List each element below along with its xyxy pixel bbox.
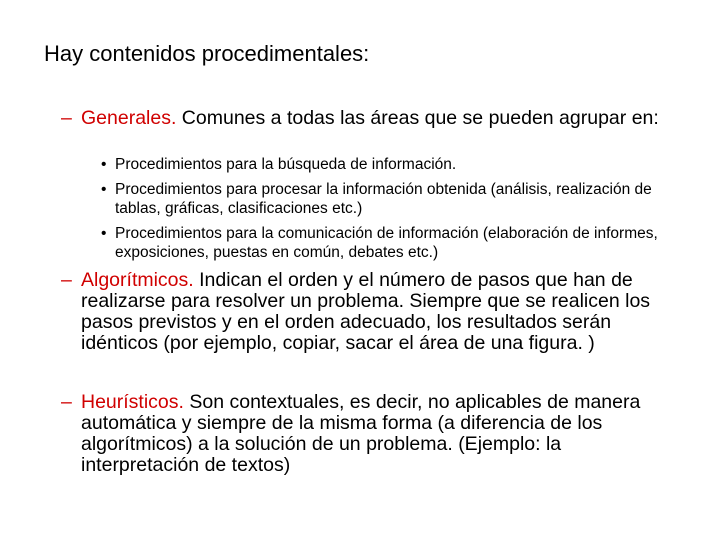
bullet-marker: • bbox=[101, 181, 107, 198]
item-text: Son contextuales, es decir, no aplicables de manera automática y siempre de la misma forma (a diferencia de los algorítmicos) a la solución de un problema. (Ejemplo: la interpretación de textos) bbox=[81, 391, 641, 476]
sub-list-item bbox=[101, 225, 680, 262]
list-item-heuristicos bbox=[61, 391, 681, 476]
sub-item-text: Procedimientos para la búsqueda de información. bbox=[115, 156, 457, 173]
item-heading: Generales. bbox=[81, 107, 177, 129]
dash-marker: – bbox=[61, 107, 72, 129]
sub-item-text: Procedimientos para procesar la información obtenida (análisis, realización de tablas, gráficas, clasificaciones etc.) bbox=[115, 181, 652, 217]
item-heading: Heurísticos. bbox=[81, 391, 184, 413]
list-item-algoritmicos bbox=[61, 269, 681, 354]
item-text: Comunes a todas las áreas que se pueden agrupar en: bbox=[176, 107, 659, 129]
bullet-marker: • bbox=[101, 156, 107, 173]
sub-list-item bbox=[101, 156, 680, 175]
dash-marker: – bbox=[61, 391, 72, 413]
list-item-generales bbox=[61, 107, 681, 129]
item-heading: Algorítmicos. bbox=[81, 269, 194, 291]
item-text: Indican el orden y el número de pasos que han de realizarse para resolver un problema. Siempre que se realicen los pasos previstos y en el orden adecuado, los resultados serán idénticos (por ejemplo, copiar, sacar el área de una figura. ) bbox=[81, 269, 651, 354]
bullet-marker: • bbox=[101, 225, 107, 242]
slide-title: Hay contenidos procedimentales: bbox=[44, 41, 370, 66]
sub-list-item bbox=[101, 181, 680, 218]
sub-item-text: Procedimientos para la comunicación de información (elaboración de informes, exposiciones, puestas en común, debates etc.) bbox=[115, 225, 658, 261]
dash-marker: – bbox=[61, 269, 72, 291]
